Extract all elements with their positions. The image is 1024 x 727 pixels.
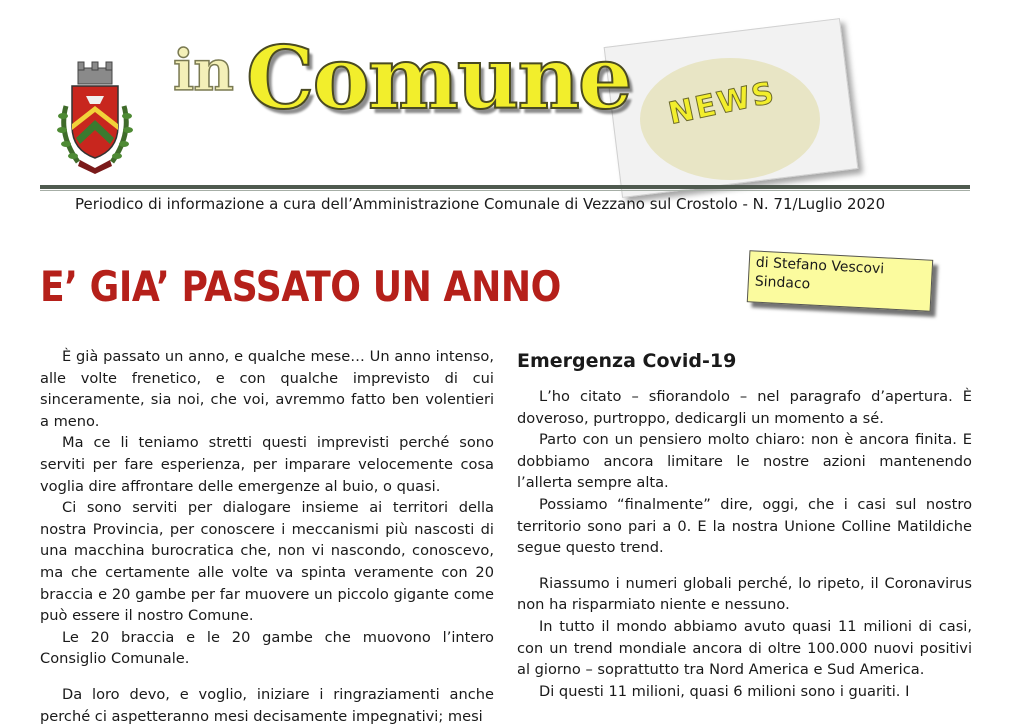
masthead-rule-thin	[40, 190, 970, 191]
article-paragraph: Di questi 11 milioni, quasi 6 milioni sono i guariti. I	[539, 682, 910, 700]
municipal-crest-logo	[56, 54, 134, 176]
article-headline: E’ GIA’ PASSATO UN ANNO	[40, 262, 561, 311]
article-paragraph: In tutto il mondo abbiamo avuto quasi 11 milioni di casi, con un trend mondiale ancora di oltre 100.000 nuovi positivi al giorno – soprattutto tra Nord America e Sud America.	[517, 617, 972, 679]
section-title: Emergenza Covid-19	[517, 350, 737, 372]
article-paragraph: Possiamo “finalmente” dire, oggi, che i casi sul nostro territorio sono pari a 0. E la nostra Unione Colline Matildiche segue questo trend.	[517, 495, 972, 557]
periodical-info: Periodico di informazione a cura dell’Amministrazione Comunale di Vezzano sul Crostolo - N. 71/Luglio 2020	[75, 195, 886, 213]
article-paragraph: Ci sono serviti per dialogare insieme ai territori della nostra Provincia, per conoscere i meccanismi più nascosti di una macchina burocratica che, non vi nascondo, conoscevo, ma che certamente alle volte va spinta veramente con 20 braccia e 20 gambe per far muovere un piccolo gigante come può essere il nostro Comune.	[40, 499, 494, 625]
article-paragraph: Ma ce li teniamo stretti questi imprevisti perché sono serviti per fare esperienza, per imparare velocemente cosa voglia dire affrontare delle emergenze al buio, o quasi.	[40, 434, 494, 495]
article-column-right	[517, 386, 972, 702]
byline-role: Sindaco	[754, 273, 811, 293]
brand-title: Comune	[246, 28, 631, 129]
brand-prefix: in	[173, 38, 233, 104]
article-paragraph: Riassumo i numeri globali perché, lo ripeto, il Coronavirus non ha risparmiato niente e nessuno.	[517, 574, 972, 614]
article-paragraph: L’ho citato – sfiorandolo – nel paragrafo d’apertura. È doveroso, purtroppo, dedicargli un momento a sé.	[517, 388, 972, 427]
article-paragraph: Da loro devo, e voglio, iniziare i ringraziamenti anche perché ci aspetteranno mesi decisamente impegnativi; mesi	[40, 685, 494, 725]
article-paragraph: È già passato un anno, e qualche mese… Un anno intenso, alle volte frenetico, e con qualche imprevisto di cui sinceramente, sia noi, che voi, avremmo fatto ben volentieri a meno.	[40, 348, 494, 430]
masthead-rule	[40, 185, 970, 189]
article-paragraph: Parto con un pensiero molto chiaro: non è ancora finita. E dobbiamo ancora limitare le nostre azioni mantenendo l’allerta sempre alta.	[517, 431, 972, 492]
article-column-left	[40, 346, 494, 727]
byline-note	[747, 250, 933, 312]
news-badge-label: NEWS	[665, 75, 779, 132]
article-paragraph: Le 20 braccia e le 20 gambe che muovono l’intero Consiglio Comunale.	[40, 628, 494, 668]
byline-author: di Stefano Vescovi	[755, 254, 885, 278]
